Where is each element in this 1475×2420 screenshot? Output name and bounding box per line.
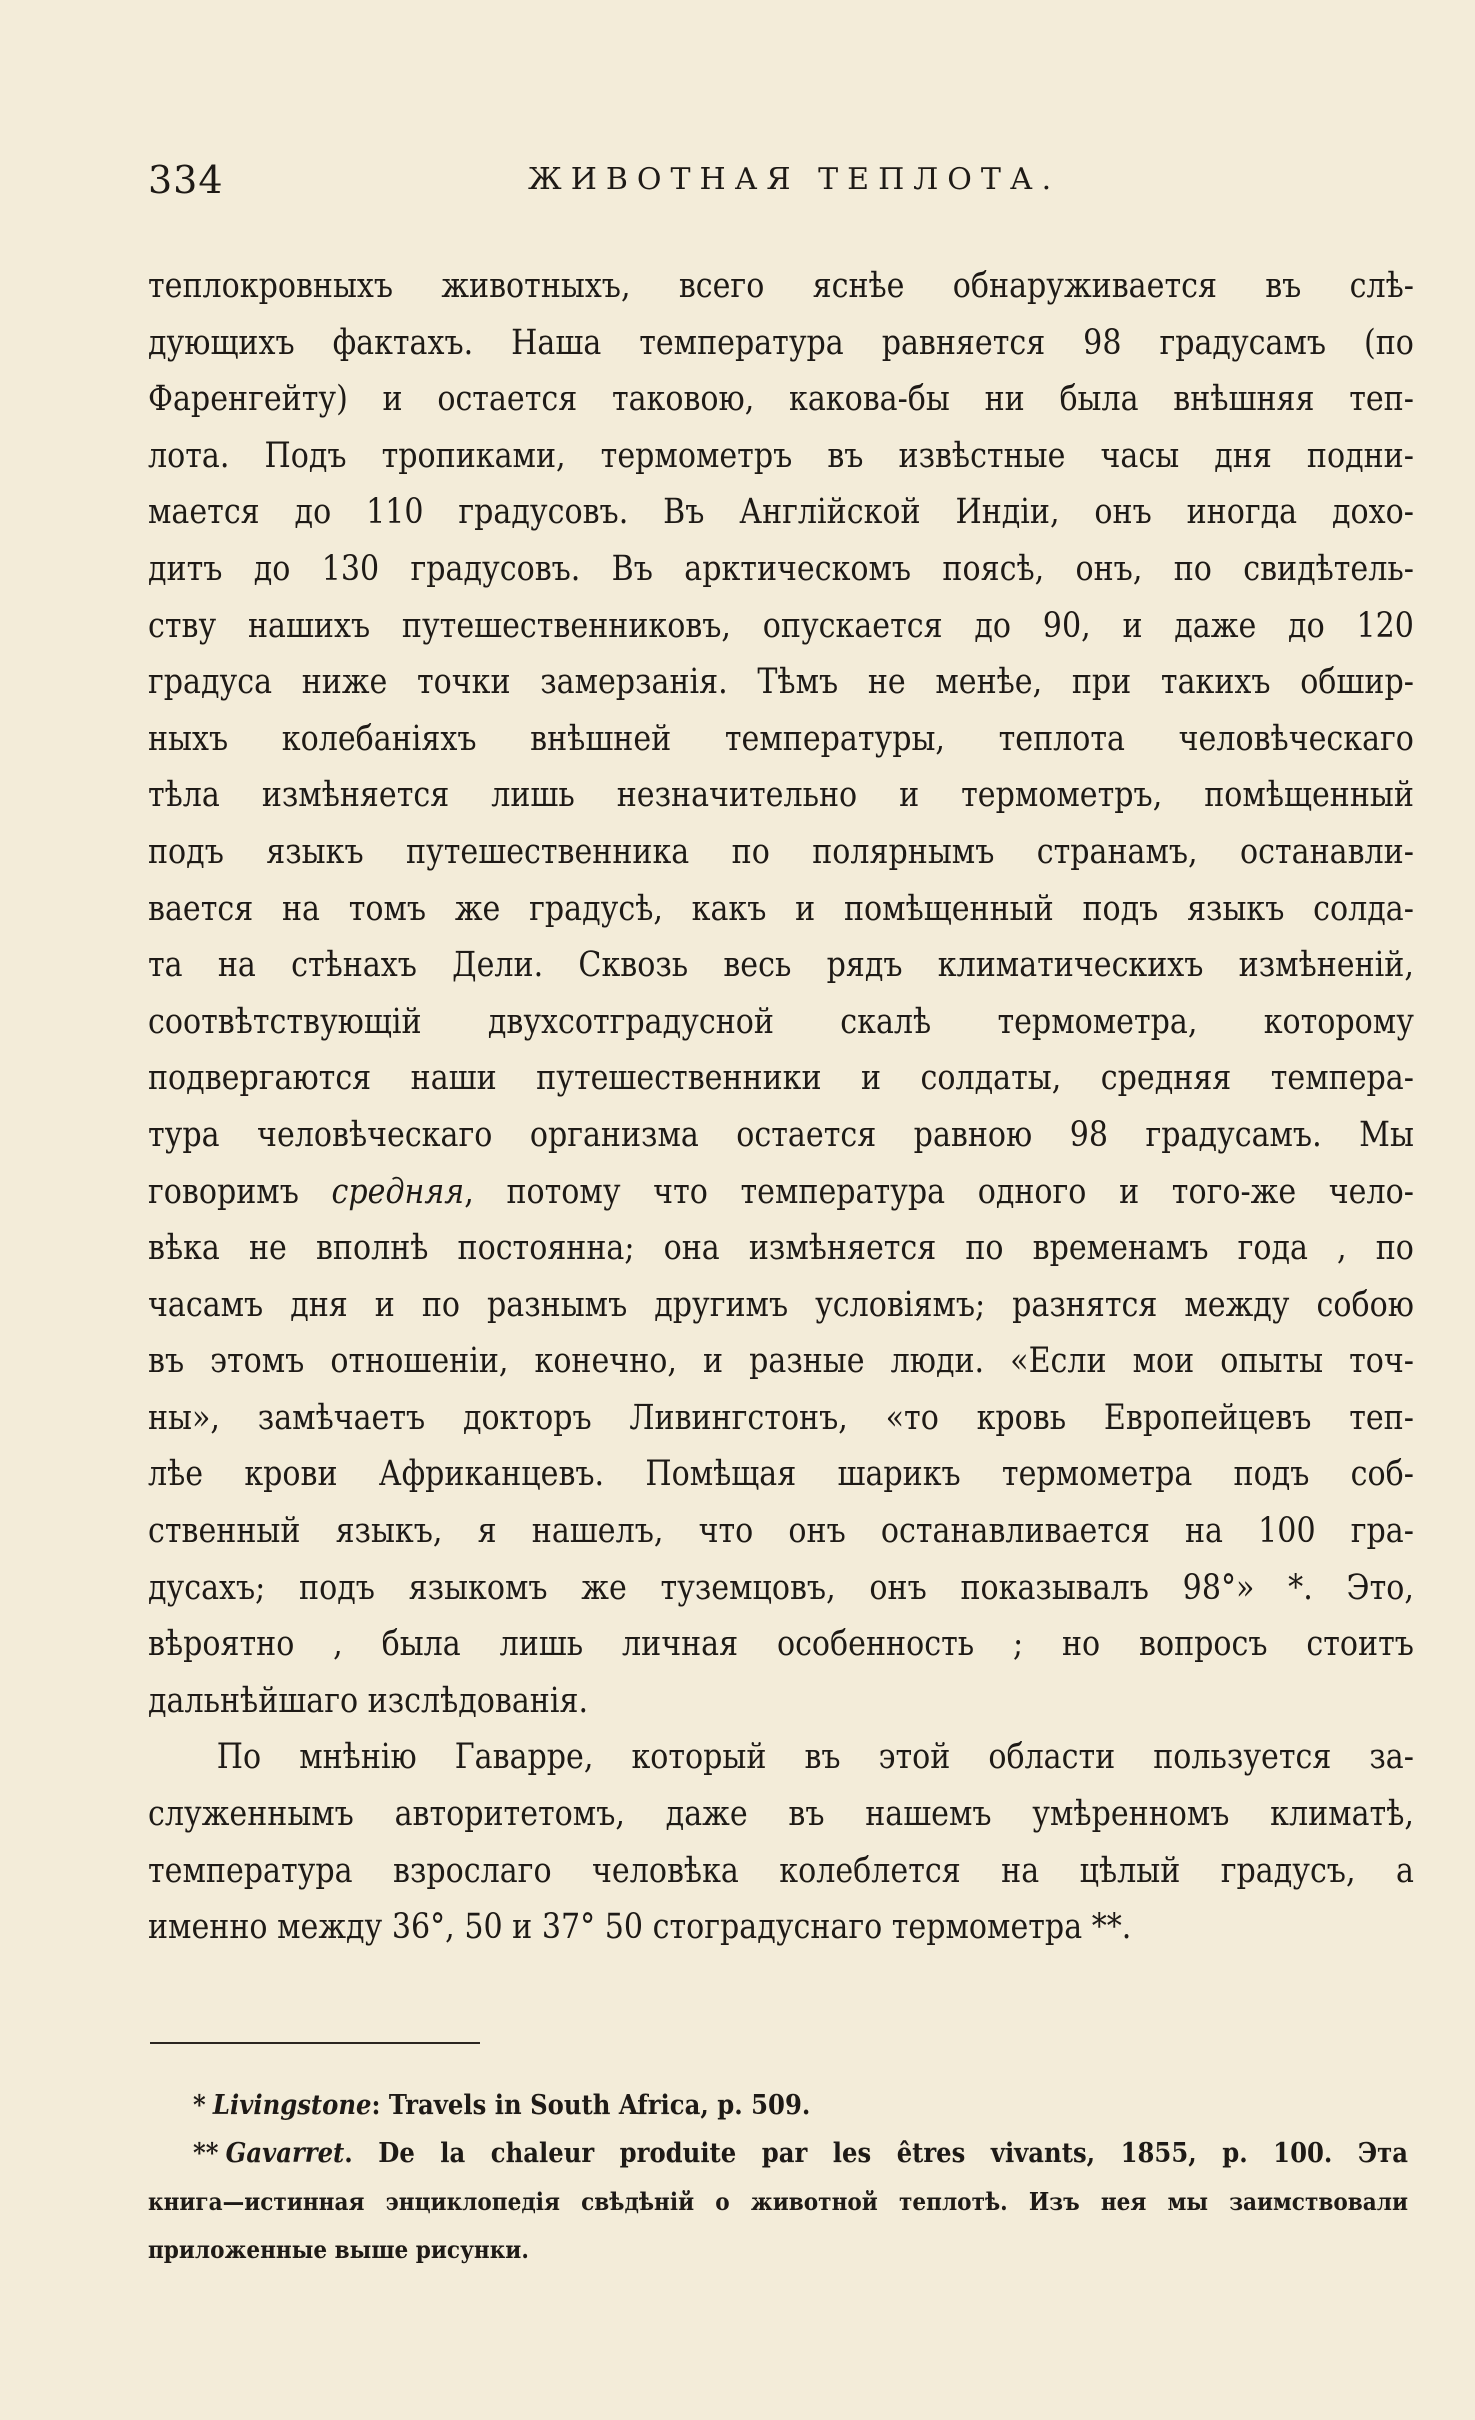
text-line: дитъ до 130 градусовъ. Въ арктическомъ поясѣ, онъ, по свидѣтель- bbox=[148, 548, 1414, 589]
text-line: ственный языкъ, я нашелъ, что онъ останавливается на 100 гра- bbox=[148, 1511, 1414, 1552]
text-line: вѣка не вполнѣ постоянна; она измѣняется по временамъ года , по bbox=[148, 1228, 1414, 1269]
text-line: соотвѣтствующій двухсотградусной скалѣ термометра, которому bbox=[148, 1001, 1414, 1042]
text-line-with-emphasis bbox=[148, 1164, 1414, 1221]
page-header bbox=[148, 152, 1408, 208]
footnote-marker: * bbox=[193, 2090, 206, 2121]
page-number: 334 bbox=[148, 158, 224, 202]
text-line: служеннымъ авторитетомъ, даже въ нашемъ умѣренномъ климатѣ, bbox=[148, 1794, 1414, 1835]
text-line: лота. Подъ тропиками, термометръ въ извѣстные часы дня подни- bbox=[148, 435, 1414, 476]
footnote-2-continued: приложенные выше рисунки. bbox=[148, 2235, 529, 2264]
text-segment: , потому что температура одного и того-же чело- bbox=[464, 1171, 1414, 1212]
text-line: ныхъ колебаніяхъ внѣшней температуры, теплота человѣческаго bbox=[148, 718, 1414, 759]
text-line: вѣроятно , была лишь личная особенность ; но вопросъ стоитъ bbox=[148, 1624, 1414, 1665]
text-line: Фаренгейту) и остается таковою, какова-бы ни была внѣшняя теп- bbox=[148, 379, 1414, 420]
text-line: ству нашихъ путешественниковъ, опускается до 90, и даже до 120 bbox=[148, 605, 1414, 646]
text-line: лѣе крови Африканцевъ. Помѣщая шарикъ термометра подъ соб- bbox=[148, 1454, 1414, 1495]
text-line: тѣла измѣняется лишь незначительно и термометръ, помѣщенный bbox=[148, 775, 1414, 816]
text-line: градуса ниже точки замерзанія. Тѣмъ не менѣе, при такихъ обшир- bbox=[148, 662, 1414, 703]
text-line: ны», замѣчаетъ докторъ Ливингстонъ, «то кровь Европейцевъ теп- bbox=[148, 1397, 1414, 1438]
footnote-marker: ** bbox=[193, 2138, 219, 2169]
footnote-reference: : Travels in South Africa, p. 509. bbox=[371, 2090, 811, 2121]
footnote-reference: . De la chaleur produite par les êtres vivants, 1855, p. 100. Эта bbox=[344, 2138, 1408, 2169]
footnote-2-continued: книга—истинная энциклопедія свѣдѣній о животной теплотѣ. Изъ нея мы заимствовали bbox=[148, 2187, 1408, 2216]
footnote-author: Livingstone bbox=[212, 2090, 372, 2121]
text-line: теплокровныхъ животныхъ, всего яснѣе обнаруживается въ слѣ- bbox=[148, 266, 1414, 306]
text-line: часамъ дня и по разнымъ другимъ условіямъ; разнятся между собою bbox=[148, 1284, 1414, 1325]
text-line: дальнѣйшаго изслѣдованія. bbox=[148, 1680, 589, 1721]
footnote-author: Gavarret bbox=[225, 2138, 345, 2169]
text-line: подвергаются наши путешественники и солдаты, средняя темпера- bbox=[148, 1058, 1414, 1099]
running-title: ЖИВОТНАЯ ТЕПЛОТА. bbox=[528, 162, 1061, 197]
text-line: та на стѣнахъ Дели. Сквозь весь рядъ климатическихъ измѣненій, bbox=[148, 945, 1414, 986]
main-text bbox=[148, 258, 1414, 1956]
text-line: мается до 110 градусовъ. Въ Англійской Индіи, онъ иногда дохо- bbox=[148, 492, 1414, 533]
text-line: дующихъ фактахъ. Наша температура равняется 98 градусамъ (по bbox=[148, 322, 1414, 363]
text-line: тура человѣческаго организма остается равною 98 градусамъ. Мы bbox=[148, 1114, 1414, 1155]
text-line: дусахъ; подъ языкомъ же туземцовъ, онъ показывалъ 98°» *. Это, bbox=[148, 1567, 1414, 1608]
text-line: подъ языкъ путешественника по полярнымъ странамъ, останавли- bbox=[148, 831, 1414, 872]
text-line: въ этомъ отношеніи, конечно, и разные люди. «Если мои опыты точ- bbox=[148, 1341, 1414, 1382]
text-line: вается на томъ же градусѣ, какъ и помѣщенный подъ языкъ солда- bbox=[148, 888, 1414, 929]
footnote-rule bbox=[150, 2042, 480, 2044]
footnote-2 bbox=[148, 2130, 1408, 2178]
text-line: именно между 36°, 50 и 37° 50 стоградуснаго термометра **. bbox=[148, 1907, 1132, 1948]
text-line: температура взрослаго человѣка колеблется на цѣлый градусъ, а bbox=[148, 1850, 1414, 1891]
text-segment: говоримъ bbox=[148, 1171, 332, 1212]
emphasis-word: средняя bbox=[331, 1171, 465, 1212]
text-line: По мнѣнію Гаварре, который въ этой области пользуется за- bbox=[216, 1737, 1414, 1778]
footnote-1 bbox=[148, 2082, 1453, 2130]
footnotes bbox=[148, 2082, 1414, 2274]
